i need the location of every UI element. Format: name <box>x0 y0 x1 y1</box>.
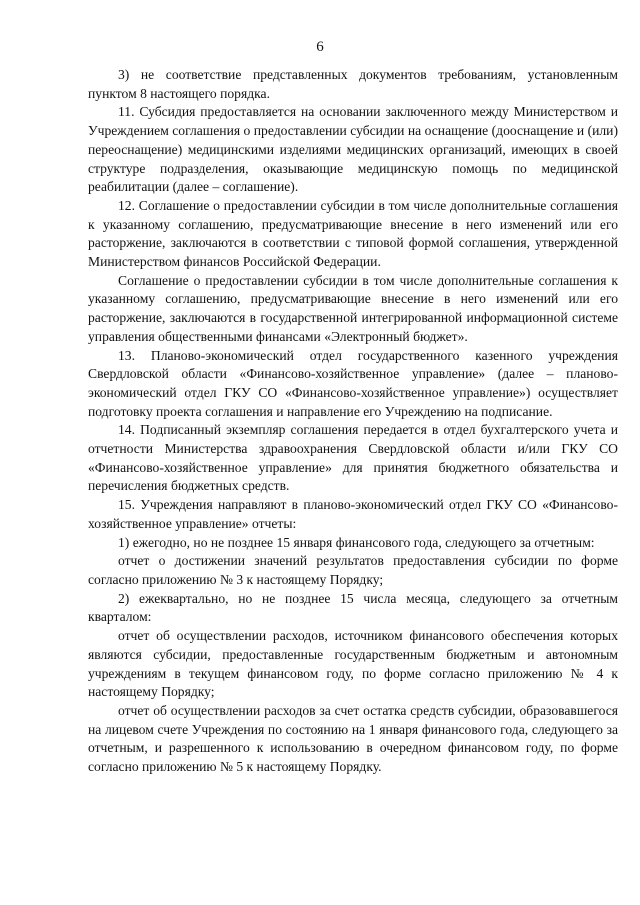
paragraph-15-item-1: 1) ежегодно, но не позднее 15 января финансового года, следующего за отчетным: <box>118 534 595 550</box>
paragraph-12: 12. Соглашение о предоставлении субсидии в том числе дополнительные соглашения к указанному соглашению, предусматривающие внесение в него изменений или его расторжение, заключаются в соответствии с типовой формой соглашения, утвержденной Министерством финансов Российской Федерации. <box>88 197 618 270</box>
page-number: 6 <box>316 39 324 55</box>
paragraph-15-report-3: отчет о достижении значений результатов предоставления субсидии по форме согласно приложению № 3 к настоящему Порядку; <box>88 553 618 587</box>
paragraph-11: 11. Субсидия предоставляется на основании заключенного между Министерством и Учреждением соглашения о предоставлении субсидии на оснащение (дооснащение и (или) переоснащение) медицинскими изделиями медицинских организаций, имеющих в своей структуре подразделения, оказывающие медицинскую помощь по медицинской реабилитации (далее – соглашение). <box>88 104 618 195</box>
paragraph-15-report-5: отчет об осуществлении расходов за счет остатка средств субсидии, образовавшегося на лицевом счете Учреждения по состоянию на 1 января финансового года, следующего за отчетным, и разрешенного к использованию в очередном финансовом году, по форме согласно приложению № 5 к настоящему Порядку. <box>88 702 618 775</box>
paragraph-12-continued: Соглашение о предоставлении субсидии в том числе дополнительные соглашения к указанному соглашению, предусматривающие внесение в него изменений или его расторжение, заключаются в государственной интегрированной информационной системе управления общественными финансами «Электронный бюджет». <box>88 272 618 344</box>
paragraph-15-item-2: 2) ежеквартально, но не позднее 15 числа месяца, следующего за отчетным кварталом: <box>88 590 618 625</box>
document-body <box>88 66 618 777</box>
paragraph-15-report-4: отчет об осуществлении расходов, источником финансового обеспечения которых являются субсидии, предоставленные государственным бюджетным и автономным учреждениям в текущем финансовом году, по форме согласно приложению № 4 к настоящему Порядку; <box>88 628 618 700</box>
paragraph-13: 13. Планово-экономический отдел государственного казенного учреждения Свердловской области «Финансово-хозяйственное управление» (далее – планово-экономический отдел ГКУ СО «Финансово-хозяйственное управление») осуществляет подготовку проекта соглашения и направление его Учреждению на подписание. <box>88 347 618 419</box>
paragraph-15: 15. Учреждения направляют в планово-экономический отдел ГКУ СО «Финансово-хозяйственное управление» отчеты: <box>88 497 618 531</box>
paragraph-clause-3: 3) не соответствие представленных документов требованиям, установленным пунктом 8 настоящего порядка. <box>88 67 618 101</box>
paragraph-14: 14. Подписанный экземпляр соглашения передается в отдел бухгалтерского учета и отчетности Министерства здравоохранения Свердловской области и/или ГКУ СО «Финансово-хозяйственное управление» для принятия бюджетного обязательства и перечисления бюджетных средств. <box>88 422 618 494</box>
